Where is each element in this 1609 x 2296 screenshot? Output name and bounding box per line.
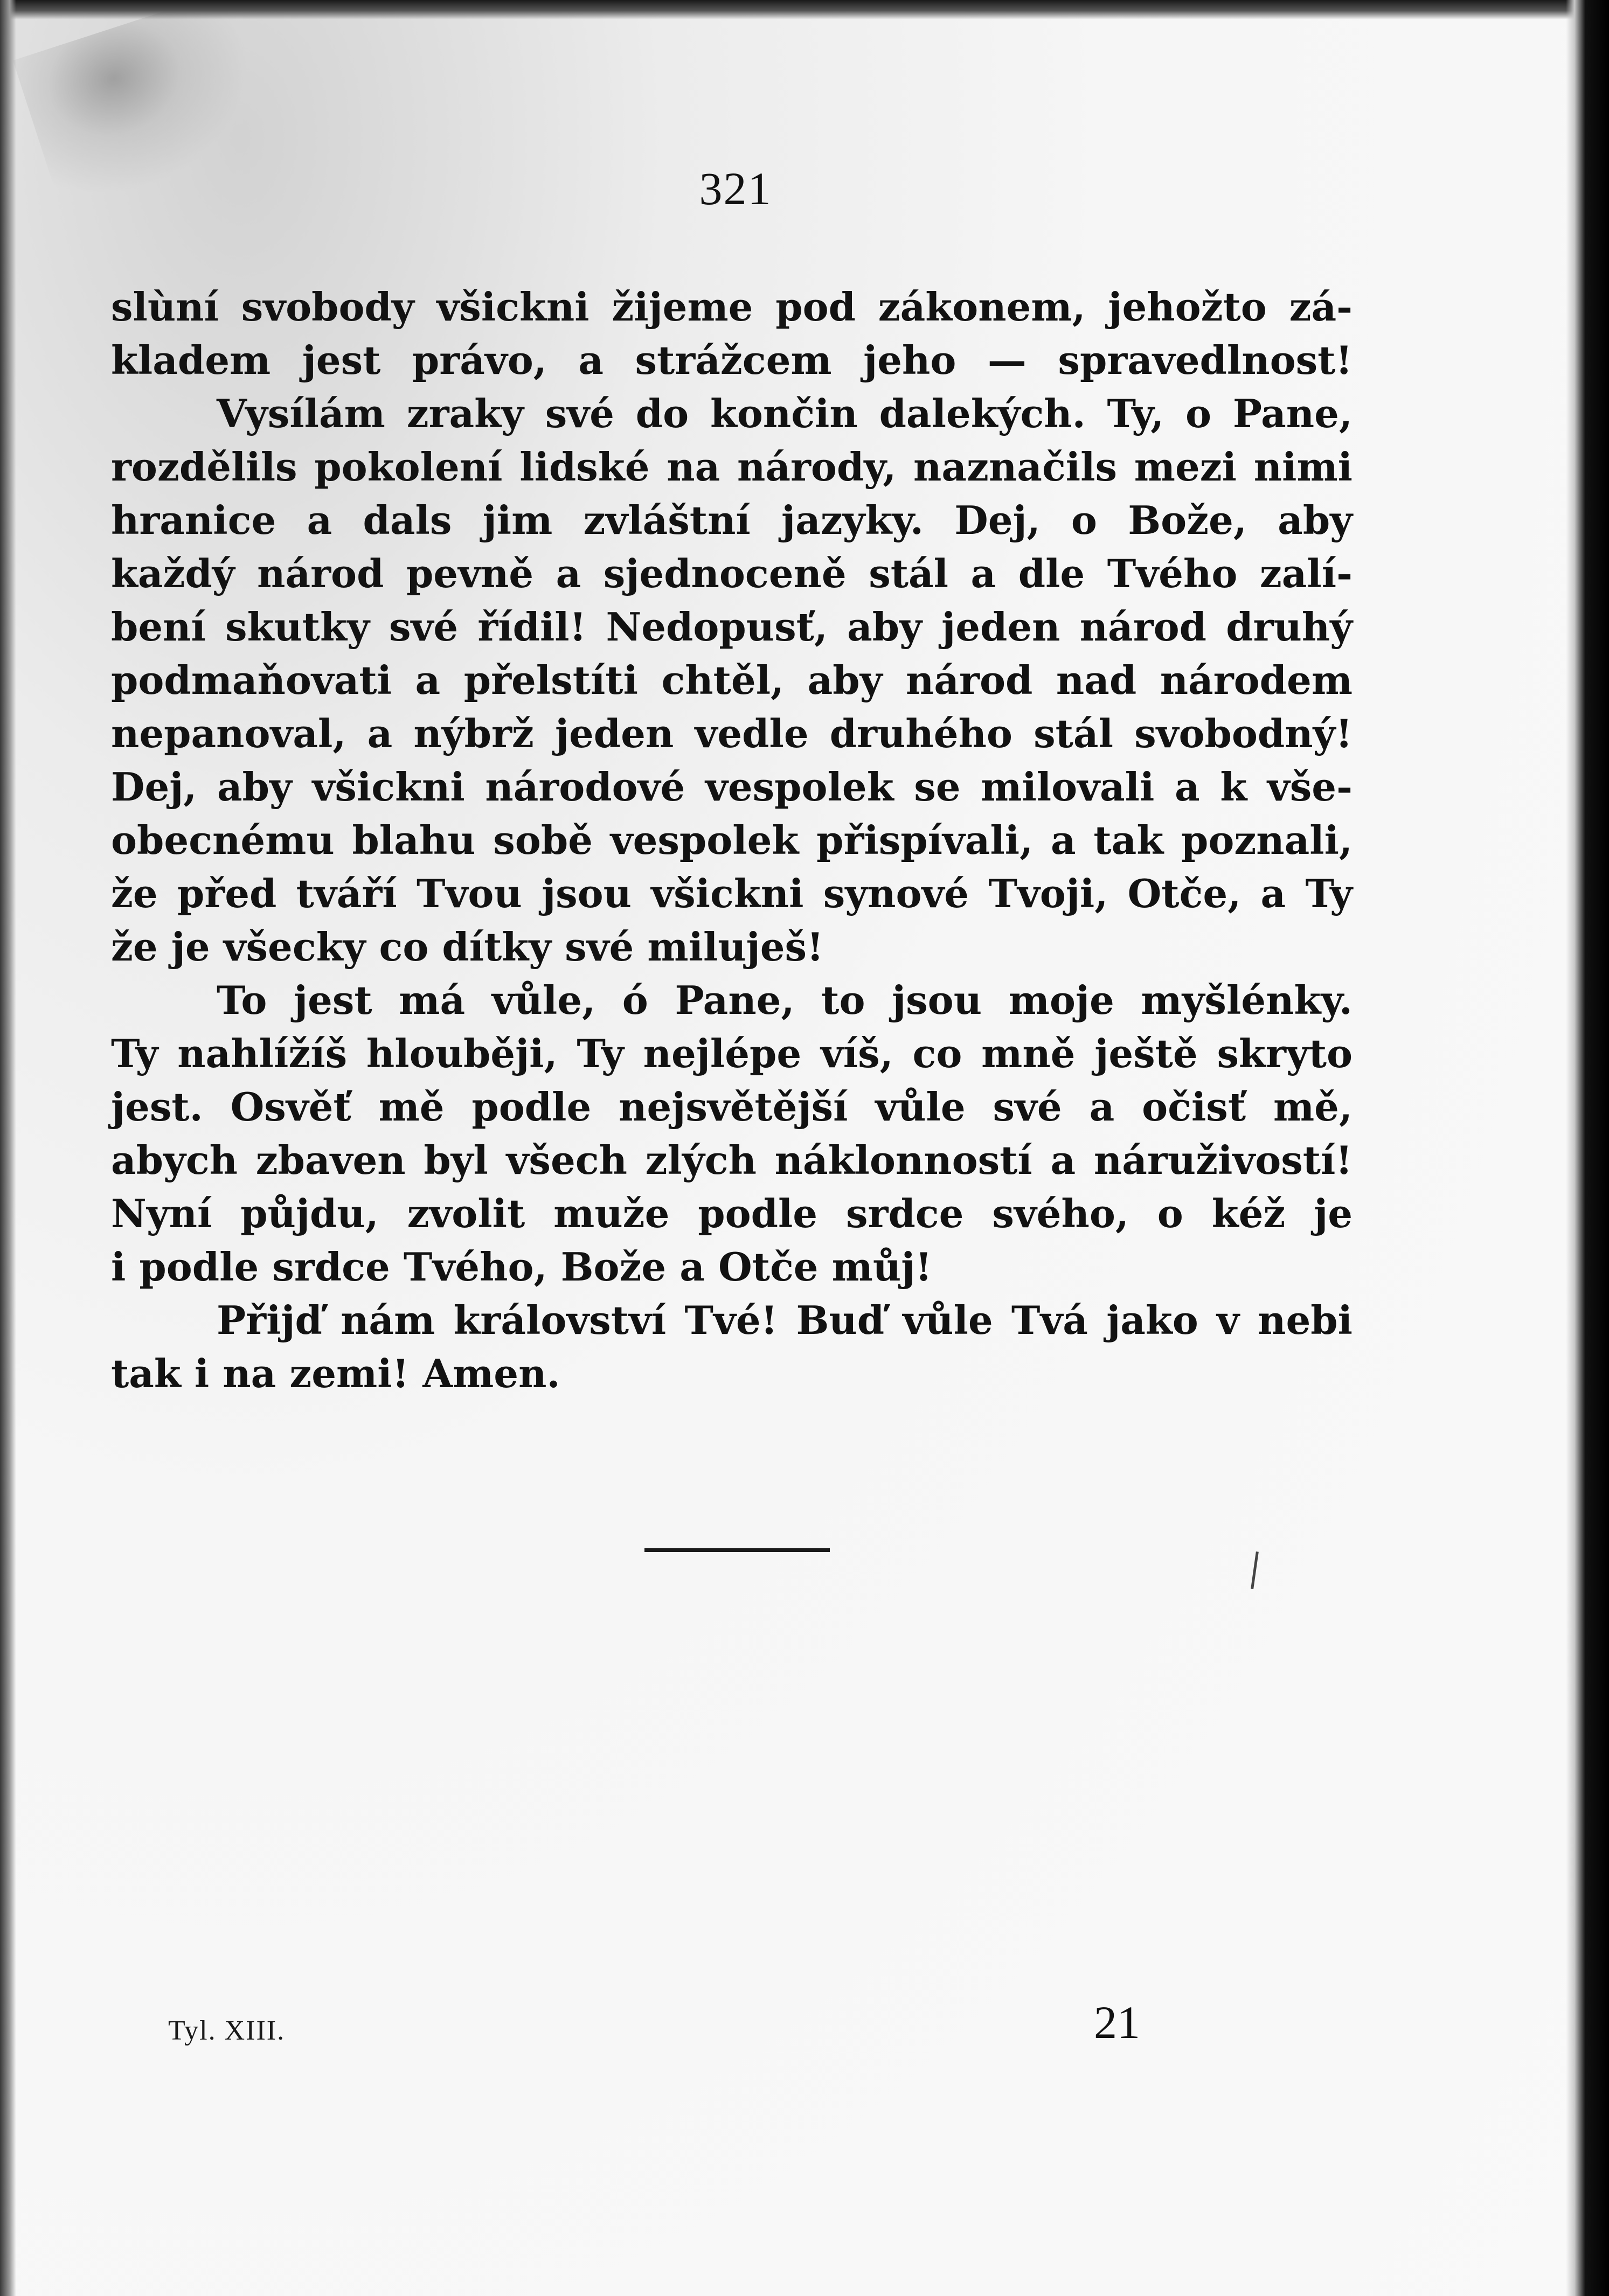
text-line: každý národ pevně a sjednoceně stál a dle Tvého zalí-: [111, 551, 1353, 596]
text-line: rozdělils pokolení lidské na národy, naznačils mezi nimi: [111, 444, 1353, 490]
text-line: kladem jest právo, a strážcem jeho — spravedlnost!: [111, 337, 1353, 383]
section-rule: [644, 1548, 830, 1552]
scan-edge-left: [0, 0, 16, 2296]
text-line: Ty nahlížíš hlouběji, Ty nejlépe víš, co mně ještě skryto: [111, 1031, 1353, 1076]
footer-signature: Tyl. XIII.: [168, 2015, 286, 2046]
text-line: To jest má vůle, ó Pane, to jsou moje myšlénky.: [217, 977, 1353, 1023]
text-line: Dej, aby všickni národové vespolek se milovali a k vše-: [111, 764, 1353, 810]
text-line: abych zbaven byl všech zlých náklonností a náruživostí!: [111, 1137, 1353, 1183]
page-number: 321: [699, 163, 772, 214]
text-line: že před tváří Tvou jsou všickni synové Tvoji, Otče, a Ty: [111, 871, 1353, 916]
scan-edge-right: [1566, 0, 1609, 2296]
text-line: Nyní půjdu, zvolit muže podle srdce svého, o kéž je: [111, 1191, 1353, 1236]
text-line: Přijď nám království Tvé! Buď vůle Tvá jako v nebi: [217, 1297, 1353, 1343]
text-line: bení skutky své řídil! Nedopusť, aby jeden národ druhý: [111, 604, 1353, 650]
text-line: i podle srdce Tvého, Bože a Otče můj!: [111, 1244, 932, 1290]
page-smudge: [13, 0, 278, 214]
stray-mark: [1251, 1551, 1259, 1589]
text-line: podmaňovati a přelstíti chtěl, aby národ nad národem: [111, 657, 1353, 703]
text-line: tak i na zemi! Amen.: [111, 1351, 560, 1396]
text-line: Vysílám zraky své do končin dalekých. Ty, o Pane,: [217, 391, 1353, 436]
text-line: slùní svobody všickni žijeme pod zákonem, jehožto zá-: [111, 284, 1353, 330]
scan-edge-top: [0, 0, 1609, 19]
footer-sheet-number: 21: [1094, 1996, 1140, 2048]
text-line: nepanoval, a nýbrž jeden vedle druhého stál svobodný!: [111, 711, 1353, 756]
text-line: hranice a dals jim zvláštní jazyky. Dej, o Bože, aby: [111, 497, 1353, 543]
text-line: že je všecky co dítky své miluješ!: [111, 924, 824, 970]
text-line: obecnému blahu sobě vespolek přispívali, a tak poznali,: [111, 817, 1353, 863]
text-line: jest. Osvěť mě podle nejsvětější vůle své a očisť mě,: [111, 1084, 1353, 1130]
body-text: [111, 280, 1353, 1400]
